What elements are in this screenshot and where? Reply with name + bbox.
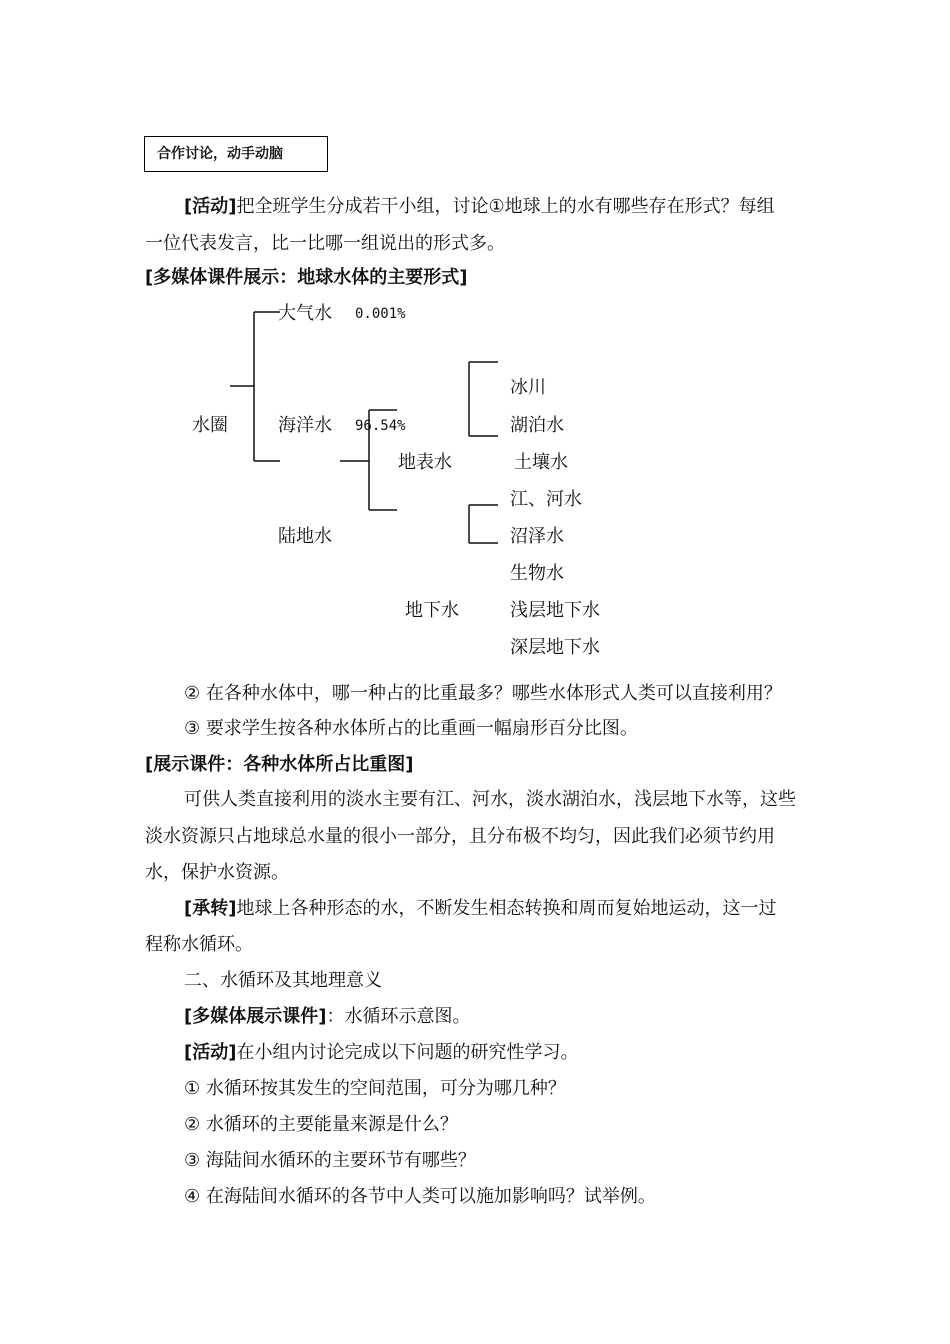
- surface-item-glacier: 冰川: [510, 377, 546, 398]
- activity-2-tag: [活动]: [184, 1042, 237, 1063]
- activity-2-question-1: ① 水循环按其发生的空间范围，可分为哪几种？: [184, 1078, 566, 1099]
- activity-2-text: 在小组内讨论完成以下问题的研究性学习。: [236, 1042, 579, 1063]
- activity-1-line-1: [184, 193, 775, 221]
- ground-item-shallow: 浅层地下水: [510, 600, 600, 621]
- surface-item-swamp: 沼泽水: [510, 526, 564, 547]
- activity-2-question-4: ④ 在海陆间水循环的各节中人类可以施加影响吗？试举例。: [184, 1186, 656, 1207]
- section-2-heading: 二、水循环及其地理意义: [184, 970, 382, 991]
- land-water-label: 陆地水: [278, 526, 332, 547]
- question-3: ③ 要求学生按各种水体所占的比重画一幅扇形百分比图。: [184, 718, 638, 739]
- surface-item-lake: 湖泊水: [510, 415, 564, 436]
- multimedia-2-text: ：水循环示意图。: [326, 1006, 471, 1027]
- activity-1-line-2: 一位代表发言，比一比哪一组说出的形式多。: [145, 233, 505, 254]
- ocean-water-percent: 96.54%: [355, 418, 406, 434]
- show-courseware-heading: [展示课件：各种水体所占比重图]: [145, 754, 414, 775]
- atmosphere-water-label: 大气水: [278, 303, 332, 324]
- surface-item-river: 江、河水: [510, 489, 582, 510]
- atmosphere-water-percent: 0.001%: [355, 306, 406, 322]
- multimedia-2-tag: [多媒体展示课件]: [184, 1006, 327, 1027]
- ground-water-label: 地下水: [405, 600, 459, 621]
- ocean-water-label: 海洋水: [278, 415, 332, 436]
- paragraph-line-1: 可供人类直接利用的淡水主要有江、河水，淡水湖泊水，浅层地下水等，这些: [184, 789, 796, 810]
- activity-1-text-1: 把全班学生分成若干小组，讨论①地球上的水有哪些存在形式？每组: [236, 196, 775, 217]
- paragraph-line-2: 淡水资源只占地球总水量的很小一部分，且分布极不均匀，因此我们必须节约用: [145, 826, 775, 847]
- transition-line-2: 程称水循环。: [145, 934, 253, 955]
- activity-2-question-3: ③ 海陆间水循环的主要环节有哪些？: [184, 1150, 476, 1171]
- activity-2-question-2: ② 水循环的主要能量来源是什么？: [184, 1114, 458, 1135]
- surface-water-label: 地表水: [398, 452, 452, 473]
- ground-item-deep: 深层地下水: [510, 637, 600, 658]
- surface-item-soil: 土壤水: [514, 452, 568, 473]
- paragraph-line-3: 水，保护水资源。: [145, 862, 289, 883]
- activity-2-line: [184, 1039, 578, 1067]
- activity-tag: [活动]: [184, 196, 237, 217]
- transition-text-1: 地球上各种形态的水，不断发生相态转换和周而复始地运动，这一过: [236, 898, 777, 919]
- multimedia-2-line: [184, 1003, 470, 1031]
- surface-item-biological: 生物水: [510, 563, 564, 584]
- section-title-box: 合作讨论，动手动脑: [144, 136, 328, 172]
- tree-root-label: 水圈: [192, 415, 228, 436]
- transition-line-1: [184, 895, 776, 923]
- multimedia-heading-1: [多媒体课件展示：地球水体的主要形式]: [145, 267, 468, 288]
- question-2: ② 在各种水体中，哪一种占的比重最多？哪些水体形式人类可以直接利用？: [184, 683, 782, 704]
- transition-tag: [承转]: [184, 898, 237, 919]
